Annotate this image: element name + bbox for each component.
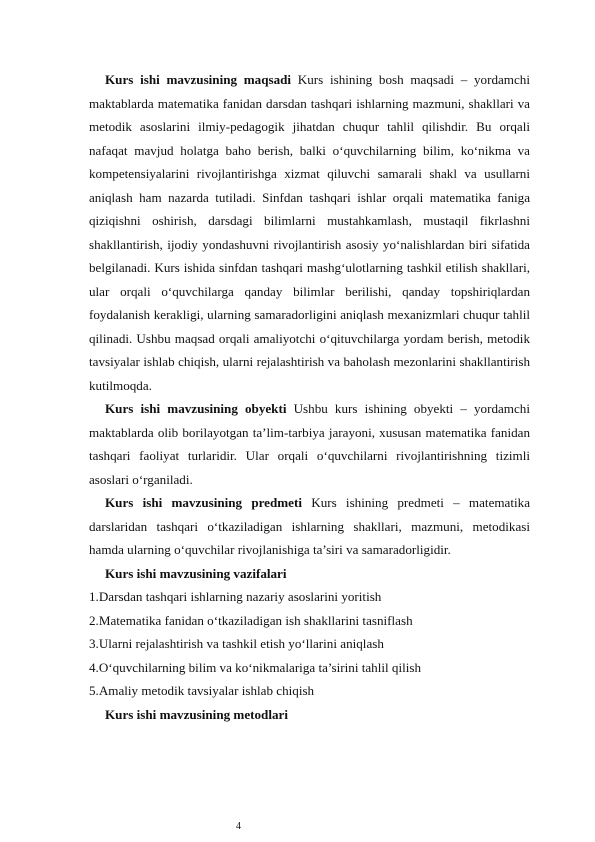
page-number: 4 xyxy=(236,821,241,832)
paragraph-goal-lead: Kurs ishi mavzusining maqsadi xyxy=(105,72,292,87)
paragraph-subject xyxy=(89,491,530,562)
paragraph-goal xyxy=(89,68,530,397)
paragraph-object-text: Ushbu kurs ishining obyekti – yordamchi maktablarda olib borilayotgan ta’lim-tarbiya jarayoni, xususan matematika fanidan tashqari faoliyat turlaridir. Ular orqali o‘quvchilarni rivojlantirishning tizimli asoslari o‘rganiladi. xyxy=(89,401,530,487)
list-item: 3.Ularni rejalashtirish va tashkil etish yo‘llarini aniqlash xyxy=(89,636,384,651)
paragraph-goal-text: Kurs ishining bosh maqsadi – yordamchi maktablarda matematika fanidan darsdan tashqari ishlarning mazmuni, shakllari va metodik asoslarini ilmiy-pedagogik jihatdan chuqur tahlil qilishdir. Bu orqali nafaqat mavjud holatga baho berish, balki o‘quvchilarning bilim, ko‘nikma va kompetensiyalarini rivojlantirishga xizmat qiluvchi samarali shakl va usullarni aniqlash ham nazarda tutiladi. Sinfdan tashqari ishlar orqali matematika faniga qiziqishni oshirish, darsdagi bilimlarni mustahkamlash, mustaqil fikrlashni shakllantirish, ijodiy yondashuvni rivojlantirish asosiy yo‘nalishlardan biri sifatida belgilanadi. Kurs ishida sinfdan tashqari mashg‘ulotlarning tashkil etilish shakllari, ular orqali o‘quvchilarga qanday bilimlar berilishi, qanday topshiriqlardan foydalanish kerakligi, ularning samaradorligini aniqlash mexanizmlari chuqur tahlil qilinadi. Ushbu maqsad orqali amaliyotchi o‘qituvchilarga yordam berish, metodik tavsiyalar ishlab chiqish, ularni rejalashtirish va baholash mezonlarini shakllantirish kutilmoqda. xyxy=(89,72,530,393)
tasks-list xyxy=(89,585,530,703)
document-page xyxy=(89,68,530,726)
list-item: 5.Amaliy metodik tavsiyalar ishlab chiqish xyxy=(89,683,315,698)
paragraph-subject-lead: Kurs ishi mavzusining predmeti xyxy=(105,495,302,510)
paragraph-object-lead: Kurs ishi mavzusining obyekti xyxy=(105,401,287,416)
paragraph-subject-text: Kurs ishining predmeti – matematika darslaridan tashqari o‘tkaziladigan ishlarning shakllari, mazmuni, metodikasi hamda ularning o‘quvchilar rivojlanishiga ta’siri va samaradorligidir. xyxy=(89,495,531,557)
tasks-heading: Kurs ishi mavzusining vazifalari xyxy=(105,565,287,581)
list-item: 1.Darsdan tashqari ishlarning nazariy asoslarini yoritish xyxy=(89,589,382,604)
methods-heading: Kurs ishi mavzusining metodlari xyxy=(105,706,288,722)
list-item: 2.Matematika fanidan o‘tkaziladigan ish shakllarini tasniflash xyxy=(89,612,413,628)
list-item: 4.O‘quvchilarning bilim va ko‘nikmalariga ta’sirini tahlil qilish xyxy=(89,659,422,675)
paragraph-object xyxy=(89,397,530,491)
